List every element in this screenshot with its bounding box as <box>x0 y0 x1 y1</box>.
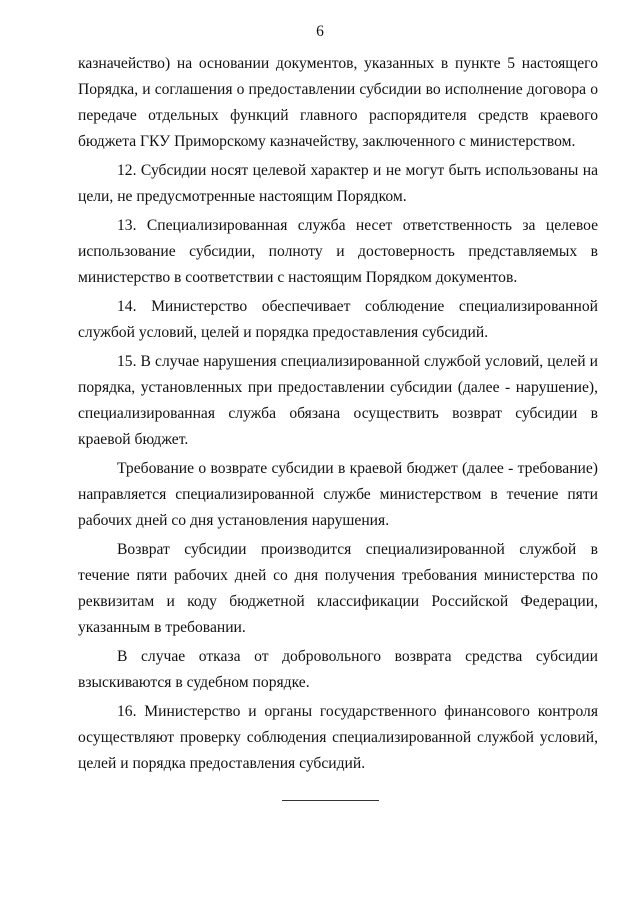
paragraph-refund: Возврат субсидии производится специализированной службой в течение пяти рабочих дней со дня получения требования министерства по реквизитам и коду бюджетной классификации Российской Федерации, указанным в требовании. <box>78 541 598 636</box>
closing-divider <box>282 800 379 801</box>
paragraph-14: 14. Министерство обеспечивает соблюдение специализированной службой условий, целей и порядка предоставления субсидий. <box>78 298 598 341</box>
paragraph-12: 12. Субсидии носят целевой характер и не могут быть использованы на цели, не предусмотренные настоящим Порядком. <box>78 162 598 205</box>
paragraph-refusal: В случае отказа от добровольного возврата средства субсидии взыскиваются в судебном порядке. <box>78 648 598 691</box>
paragraph-16: 16. Министерство и органы государственного финансового контроля осуществляют проверку соблюдения специализированной службой условий, целей и порядка предоставления субсидий. <box>78 703 598 772</box>
paragraph-continuation: казначейство) на основании документов, указанных в пункте 5 настоящего Порядка, и соглашения о предоставлении субсидии во исполнение договора о передаче отдельных функций главного распорядителя средств краевого бюджета ГКУ Приморскому казначейству, заключенного с министерством. <box>78 55 598 150</box>
paragraph-requirement: Требование о возврате субсидии в краевой бюджет (далее - требование) направляется специализированной службе министерством в течение пяти рабочих дней со дня установления нарушения. <box>78 460 598 529</box>
document-body <box>78 51 598 780</box>
paragraph-15: 15. В случае нарушения специализированной службой условий, целей и порядка, установленных при предоставлении субсидии (далее - нарушение), специализированная служба обязана осуществить возврат субсидии в краевой бюджет. <box>78 353 598 448</box>
paragraph-13: 13. Специализированная служба несет ответственность за целевое использование субсидии, полноту и достоверность представляемых в министерство в соответствии с настоящим Порядком документов. <box>78 217 598 286</box>
page-number: 6 <box>316 23 324 40</box>
